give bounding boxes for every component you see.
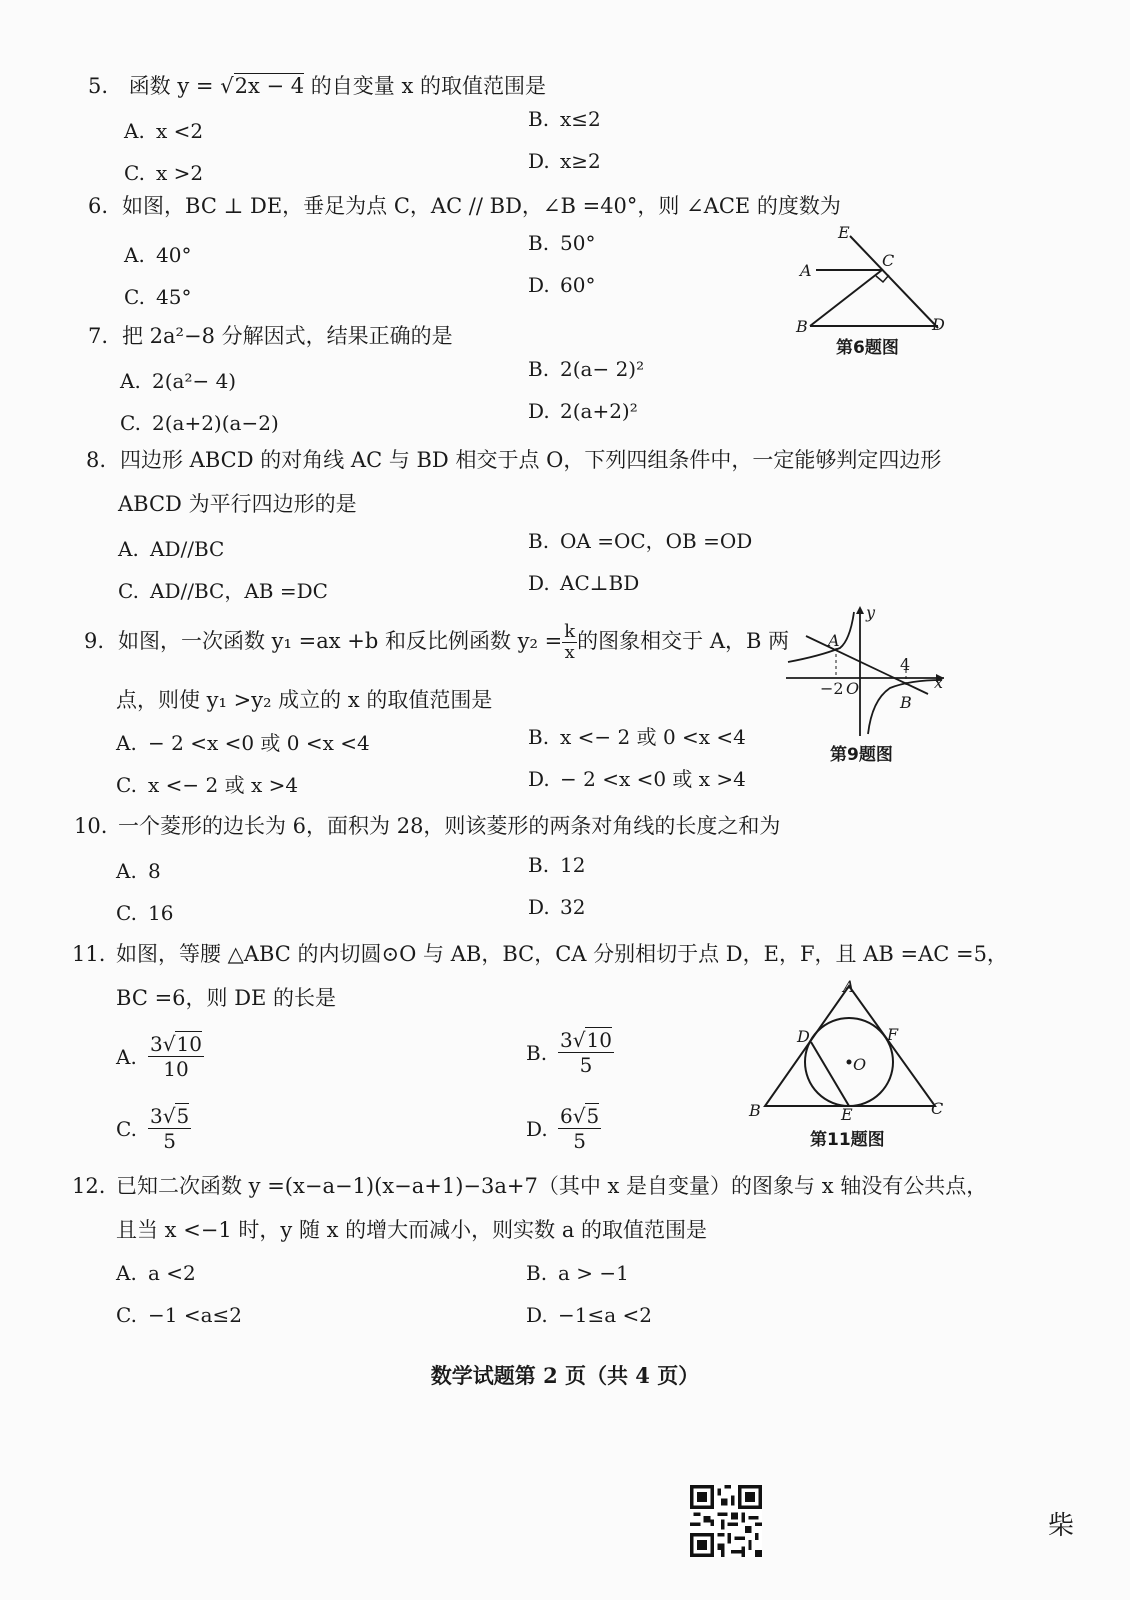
option-d xyxy=(528,272,595,298)
question-number: 7. xyxy=(88,324,109,348)
question-9 xyxy=(84,622,789,663)
option-a xyxy=(116,1260,196,1286)
denominator: x xyxy=(564,642,575,663)
option-a xyxy=(118,536,224,562)
option-label: A. xyxy=(118,537,139,561)
option-c xyxy=(116,900,173,926)
coefficient: 3 xyxy=(150,1032,163,1056)
label-x: x xyxy=(934,673,944,692)
numerator xyxy=(148,1032,204,1057)
radicand: 2x − 4 xyxy=(234,74,305,98)
fraction xyxy=(558,1104,601,1153)
option-text: 60° xyxy=(560,273,596,297)
fraction xyxy=(148,1104,191,1153)
option-c xyxy=(118,578,328,604)
label-a: A xyxy=(843,977,855,996)
denominator: 10 xyxy=(163,1057,189,1081)
radicand: 5 xyxy=(176,1104,190,1128)
option-label: B. xyxy=(528,231,550,255)
option-text: AD//BC xyxy=(150,537,225,561)
option-text: 2(a+2)² xyxy=(560,399,638,423)
option-c xyxy=(116,1104,191,1153)
option-b xyxy=(528,852,585,878)
numerator: k xyxy=(564,621,576,642)
label-f: F xyxy=(887,1025,899,1044)
option-label: C. xyxy=(116,1116,137,1141)
sqrt-sign: √ xyxy=(572,1028,586,1052)
question-number: 12. xyxy=(72,1174,106,1198)
stem-text: 如图，等腰 △ABC 的内切圆⊙O 与 AB，BC，CA 分别相切于点 D，E，F，且 AB =AC =5， xyxy=(116,942,1008,966)
option-c xyxy=(120,410,279,436)
label-c: C xyxy=(882,251,895,270)
option-text: 2(a+2)(a−2) xyxy=(152,411,279,435)
option-text: a <2 xyxy=(148,1261,196,1285)
option-label: A. xyxy=(124,119,145,143)
option-text: x <− 2 或 x >4 xyxy=(148,773,299,797)
line-cb xyxy=(810,270,882,326)
option-d xyxy=(526,1302,652,1328)
figure-6-caption: 第6题图 xyxy=(836,338,899,358)
option-label: D. xyxy=(528,895,550,919)
label-a: A xyxy=(828,631,840,650)
option-d xyxy=(528,570,639,596)
figure-9 xyxy=(780,600,950,740)
option-label: C. xyxy=(124,161,145,185)
question-10 xyxy=(74,812,780,840)
fraction xyxy=(558,1028,614,1077)
option-text: x≤2 xyxy=(560,107,601,131)
question-8 xyxy=(86,446,941,474)
option-label: B. xyxy=(528,107,550,131)
radicand: 10 xyxy=(586,1028,612,1052)
question-9-line2: 点，则使 y₁ >y₂ 成立的 x 的取值范围是 xyxy=(116,688,493,712)
option-label: C. xyxy=(116,901,137,925)
label-b: B xyxy=(900,693,912,712)
option-b xyxy=(528,724,746,750)
option-label: A. xyxy=(116,1261,137,1285)
option-c xyxy=(116,772,298,798)
denominator: 5 xyxy=(573,1129,586,1153)
stem-text: 一个菱形的边长为 6，面积为 28，则该菱形的两条对角线的长度之和为 xyxy=(118,814,781,838)
option-text: AC⊥BD xyxy=(560,571,640,595)
stem-text: 如图，BC ⊥ DE，垂足为点 C，AC // BD，∠B =40°，则 ∠ACE 的度数为 xyxy=(122,194,841,218)
option-d xyxy=(528,148,601,174)
figure-11-caption: 第11题图 xyxy=(810,1130,885,1150)
label-four: 4 xyxy=(900,655,911,674)
sqrt-sign: √ xyxy=(572,1104,586,1128)
label-a: A xyxy=(800,261,812,280)
sqrt-sign: √ xyxy=(162,1032,176,1056)
line-ed xyxy=(850,236,938,328)
option-text: 50° xyxy=(560,231,596,255)
option-label: B. xyxy=(528,725,550,749)
option-d xyxy=(526,1104,601,1153)
question-number: 6. xyxy=(88,194,109,218)
option-text: OA =OC，OB =OD xyxy=(560,529,753,553)
option-label: C. xyxy=(116,1303,137,1327)
option-b xyxy=(528,106,601,132)
option-b xyxy=(526,1260,629,1286)
option-a xyxy=(120,368,236,394)
fraction-k-over-x xyxy=(562,622,577,663)
option-label: C. xyxy=(116,773,137,797)
numerator xyxy=(558,1104,601,1129)
option-d xyxy=(528,894,585,920)
label-d: D xyxy=(797,1027,810,1046)
option-label: B. xyxy=(528,853,550,877)
denominator: 5 xyxy=(579,1053,593,1077)
figure-11 xyxy=(745,972,950,1122)
coefficient: 3 xyxy=(150,1104,163,1128)
option-label: A. xyxy=(120,369,141,393)
stem-text: 把 2a²−8 分解因式，结果正确的是 xyxy=(122,324,453,348)
option-a xyxy=(116,1032,204,1081)
option-text: 40° xyxy=(156,243,192,267)
label-e: E xyxy=(841,1105,853,1122)
stem-text: 函数 y = xyxy=(128,74,214,98)
option-text: x <− 2 或 0 <x <4 xyxy=(560,725,746,749)
option-text: − 2 <x <0 或 x >4 xyxy=(560,767,746,791)
y-axis-arrow xyxy=(856,606,864,614)
option-a xyxy=(116,858,161,884)
option-text: 2(a²− 4) xyxy=(152,369,237,393)
label-b: B xyxy=(796,317,808,336)
option-c xyxy=(124,284,191,310)
question-number: 11. xyxy=(72,942,106,966)
option-a xyxy=(124,242,191,268)
option-label: D. xyxy=(528,767,550,791)
option-text: 12 xyxy=(560,853,586,877)
question-11-line2: BC =6，则 DE 的长是 xyxy=(116,986,337,1010)
option-text: x <2 xyxy=(156,119,204,143)
option-text: 45° xyxy=(156,285,192,309)
radicand: 10 xyxy=(176,1032,202,1056)
option-label: D. xyxy=(528,571,550,595)
option-text: 32 xyxy=(560,895,586,919)
question-number: 9. xyxy=(84,629,105,653)
center-point xyxy=(847,1060,852,1065)
numerator xyxy=(558,1028,614,1053)
sqrt-sign: √ xyxy=(162,1104,176,1128)
radicand: 5 xyxy=(586,1104,600,1128)
option-text: x >2 xyxy=(156,161,204,185)
label-b: B xyxy=(749,1101,761,1120)
label-o: O xyxy=(853,1055,867,1074)
question-11 xyxy=(72,940,1008,968)
option-text: 8 xyxy=(148,859,161,883)
option-b xyxy=(528,528,752,554)
option-b xyxy=(526,1028,614,1077)
coefficient: 3 xyxy=(560,1028,573,1052)
option-text: −1 <a≤2 xyxy=(148,1303,243,1327)
option-label: D. xyxy=(528,399,550,423)
qr-code-icon xyxy=(690,1485,762,1557)
question-number: 8. xyxy=(86,448,107,472)
figure-9-caption: 第9题图 xyxy=(830,745,893,765)
label-c: C xyxy=(931,1099,944,1118)
question-6 xyxy=(88,192,841,220)
figure-6 xyxy=(790,220,960,340)
numerator xyxy=(148,1104,191,1129)
question-12-line2: 且当 x <−1 时，y 随 x 的增大而减小，则实数 a 的取值范围是 xyxy=(116,1218,708,1242)
question-7 xyxy=(88,322,453,350)
segment-de xyxy=(811,1042,849,1106)
label-y: y xyxy=(866,603,876,622)
option-a xyxy=(116,730,370,756)
question-12 xyxy=(72,1172,987,1200)
stem-text: 的图象相交于 A，B 两 xyxy=(577,629,790,653)
question-8-line2: ABCD 为平行四边形的是 xyxy=(118,492,357,516)
option-text: − 2 <x <0 或 0 <x <4 xyxy=(148,731,370,755)
stem-text: 如图，一次函数 y₁ =ax +b 和反比例函数 y₂ = xyxy=(118,629,563,653)
option-label: B. xyxy=(526,1261,548,1285)
question-number: 5. xyxy=(88,74,109,98)
option-text: AD//BC，AB =DC xyxy=(150,579,328,603)
option-text: x≥2 xyxy=(560,149,601,173)
option-d xyxy=(528,766,746,792)
label-e: E xyxy=(838,223,850,242)
option-label: A. xyxy=(116,859,137,883)
option-label: D. xyxy=(526,1116,548,1141)
triangle-abc xyxy=(765,986,935,1106)
option-c xyxy=(124,160,203,186)
option-text: a > −1 xyxy=(558,1261,629,1285)
label-o: O xyxy=(846,679,860,698)
option-label: A. xyxy=(116,731,137,755)
option-label: D. xyxy=(528,149,550,173)
option-label: B. xyxy=(528,529,550,553)
option-d xyxy=(528,398,638,424)
option-c xyxy=(116,1302,242,1328)
option-label: C. xyxy=(120,411,141,435)
option-text: 2(a− 2)² xyxy=(560,357,645,381)
option-a xyxy=(124,118,203,144)
coefficient: 6 xyxy=(560,1104,573,1128)
option-label: B. xyxy=(526,1040,548,1065)
fraction xyxy=(148,1032,204,1081)
option-label: D. xyxy=(528,273,550,297)
option-label: C. xyxy=(124,285,145,309)
option-label: A. xyxy=(124,243,145,267)
sqrt-sign: √ xyxy=(220,74,234,98)
option-label: D. xyxy=(526,1303,548,1327)
denominator: 5 xyxy=(163,1129,176,1153)
label-d: D xyxy=(932,315,945,334)
corner-character: 柴 xyxy=(1048,1511,1075,1541)
question-number: 10. xyxy=(74,814,108,838)
page-footer: 数学试题第 2 页（共 4 页） xyxy=(430,1363,700,1388)
stem-text: 四边形 ABCD 的对角线 AC 与 BD 相交于点 O，下列四组条件中，一定能够判定四边形 xyxy=(120,448,942,472)
option-text: −1≤a <2 xyxy=(558,1303,653,1327)
option-b xyxy=(528,356,644,382)
question-5 xyxy=(88,72,546,100)
label-neg-two: −2 xyxy=(820,679,844,698)
option-label: B. xyxy=(528,357,550,381)
option-b xyxy=(528,230,595,256)
stem-text: 的自变量 x 的取值范围是 xyxy=(310,74,546,98)
option-text: 16 xyxy=(148,901,174,925)
stem-text: 已知二次函数 y =(x−a−1)(x−a+1)−3a+7（其中 x 是自变量）的图象与 x 轴没有公共点， xyxy=(116,1174,988,1198)
option-label: A. xyxy=(116,1044,137,1069)
option-label: C. xyxy=(118,579,139,603)
